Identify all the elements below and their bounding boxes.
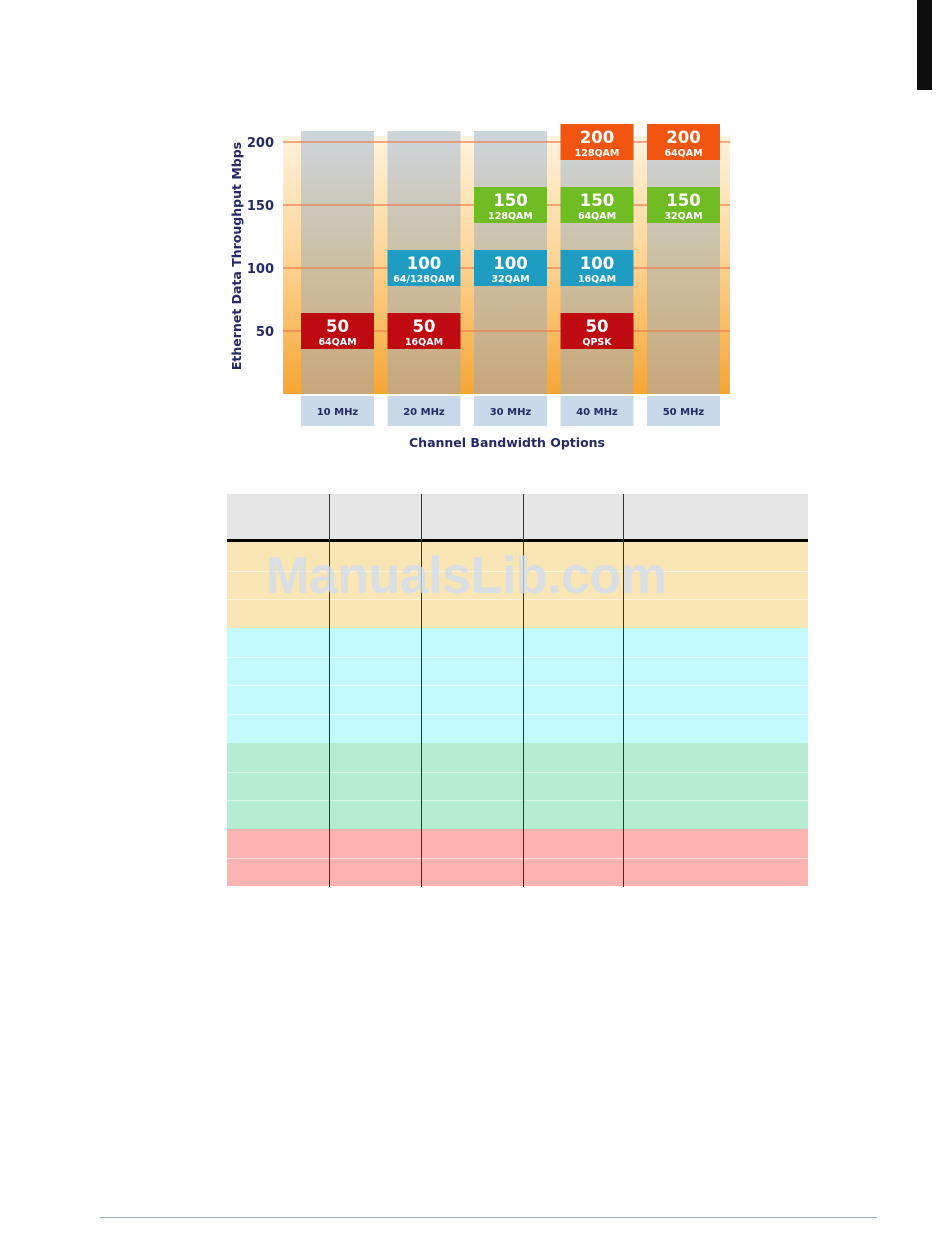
table-row-rule bbox=[227, 685, 808, 686]
modulation-label: 16QAM bbox=[577, 274, 617, 285]
y-tick-label: 100 bbox=[246, 262, 274, 277]
modulation-label: 16QAM bbox=[404, 337, 444, 348]
throughput-value: 150 bbox=[493, 191, 528, 210]
x-axis-title: Channel Bandwidth Options bbox=[409, 435, 605, 450]
modulation-label: 128QAM bbox=[488, 211, 533, 222]
throughput-value: 200 bbox=[666, 128, 701, 147]
throughput-value: 200 bbox=[579, 128, 615, 147]
y-tick-label: 200 bbox=[246, 136, 274, 151]
throughput-value: 50 bbox=[412, 317, 436, 336]
category-column bbox=[647, 131, 720, 394]
throughput-value: 150 bbox=[579, 191, 615, 210]
table-band-green bbox=[227, 743, 808, 829]
throughput-value: 50 bbox=[326, 317, 349, 336]
modulation-label: 64QAM bbox=[664, 148, 703, 159]
modulation-label: 32QAM bbox=[664, 211, 703, 222]
modulation-label: 128QAM bbox=[574, 148, 620, 159]
table-header bbox=[227, 494, 808, 539]
table-row-rule bbox=[227, 772, 808, 773]
modulation-label: 32QAM bbox=[491, 274, 530, 285]
y-tick-label: 150 bbox=[246, 199, 274, 214]
throughput-value: 150 bbox=[666, 191, 701, 210]
table-row-rule bbox=[227, 714, 808, 715]
footer-rule bbox=[100, 1217, 877, 1218]
category-column bbox=[301, 131, 374, 394]
category-label: 40 MHz bbox=[576, 407, 618, 418]
modulation-label: 64QAM bbox=[577, 211, 617, 222]
throughput-value: 100 bbox=[493, 254, 528, 273]
table-row-rule bbox=[227, 858, 808, 859]
modulation-label: 64/128QAM bbox=[393, 274, 455, 285]
category-label: 30 MHz bbox=[489, 407, 532, 418]
throughput-value: 100 bbox=[579, 254, 615, 273]
watermark: ManualsLib.com bbox=[266, 547, 667, 605]
category-label: 20 MHz bbox=[403, 407, 445, 418]
modulation-label: 64QAM bbox=[318, 337, 357, 348]
throughput-value: 50 bbox=[585, 317, 609, 336]
table-row-rule bbox=[227, 657, 808, 658]
throughput-value: 100 bbox=[406, 254, 442, 273]
y-tick-label: 50 bbox=[255, 325, 274, 340]
modulation-label: QPSK bbox=[582, 337, 612, 348]
table-row-rule bbox=[227, 800, 808, 801]
category-label: 10 MHz bbox=[316, 407, 359, 418]
category-label: 50 MHz bbox=[662, 407, 705, 418]
y-axis-title: Ethernet Data Throughput Mbps bbox=[229, 141, 244, 371]
throughput-chart bbox=[0, 0, 950, 470]
